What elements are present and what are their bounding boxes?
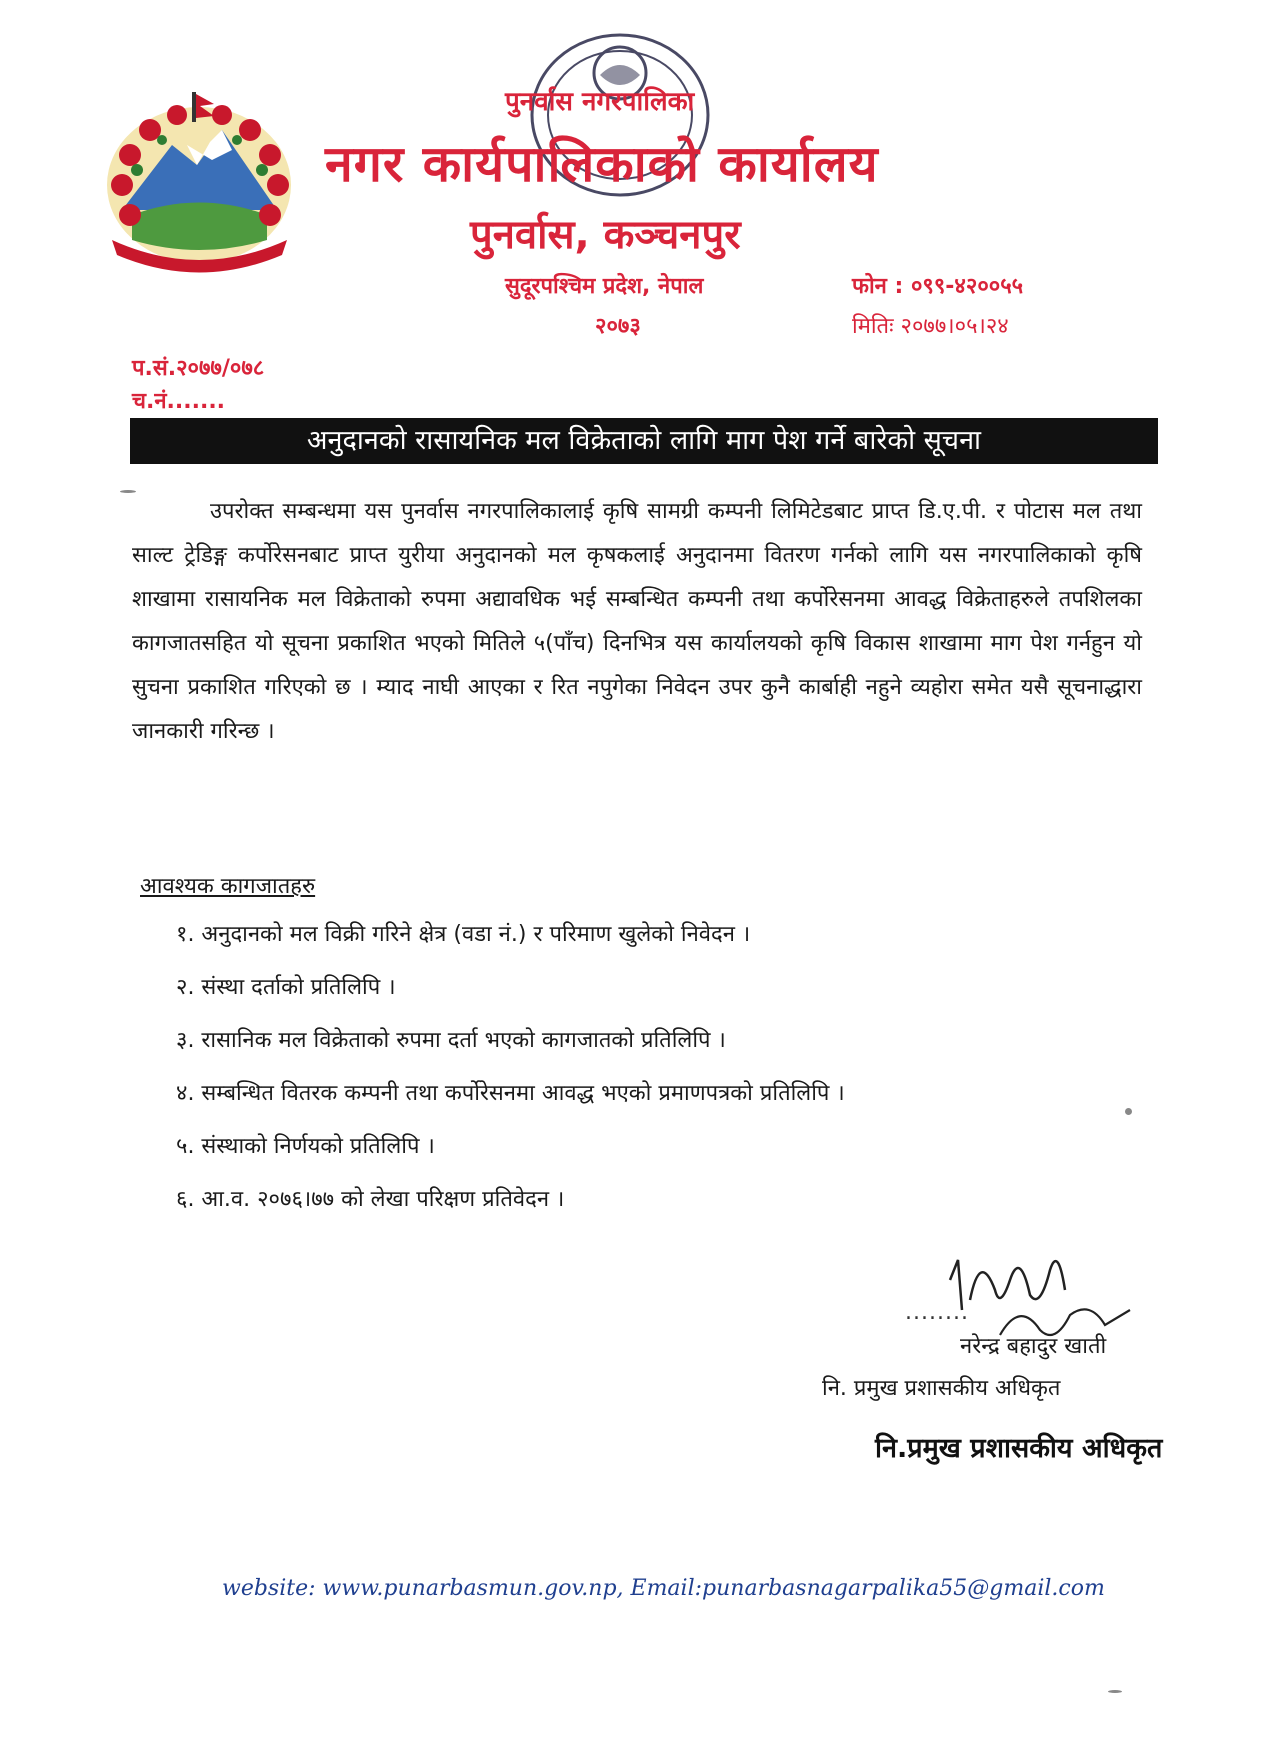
office-name: नगर कार्यपालिकाको कार्यालय <box>325 135 879 193</box>
letter-date: मितिः २०७७।०५।२४ <box>852 314 1009 339</box>
municipality-name: पुनर्वास नगरपालिका <box>505 87 695 117</box>
nepal-emblem-icon <box>92 90 307 275</box>
scan-speck <box>120 490 136 493</box>
dispatch-number: च.नं....... <box>132 389 226 414</box>
requirements-list <box>176 915 845 1233</box>
footer-contact: website: www.punarbasmun.gov.np, Email:punarbasnagarpalika55@gmail.com <box>222 1576 1105 1601</box>
office-location: पुनर्वास, कञ्चनपुर <box>470 212 741 258</box>
requirement-item: ६. आ.व. २०७६।७७ को लेखा परिक्षण प्रतिवेदन । <box>176 1187 565 1212</box>
notice-body-text: उपरोक्त सम्बन्धमा यस पुनर्वास नगरपालिकालाई कृषि सामग्री कम्पनी लिमिटेडबाट प्राप्त डि.ए.पी. र पोटास मल तथा साल्ट ट्रेडिङ्ग कर्पोरेसनबाट प्राप्त युरीया अनुदानको मल कृषकलाई अनुदानमा वितरण गर्नको लागि यस नगरपालिकाको कृषि शाखामा रासायनिक मल विक्रेताको रुपमा अद्यावधिक भई सम्बन्धित कम्पनी तथा कर्पोरेसनमा आवद्ध विक्रेताहरुले तपशिलका कागजातसहित यो सूचना प्रकाशित भएको मितिले ५(पाँच) दिनभित्र यस कार्यालयको कृषि विकास शाखामा माग पेश गर्नहुन यो सुचना प्रकाशित गरिएको छ । म्याद नाघी आएका र रित नपुगेका निवेदन उपर कुनै कार्बाही नहुने व्यहोरा समेत यसै सूचनाद्धारा जानकारी गरिन्छ । <box>132 499 1142 744</box>
requirement-item: ४. सम्बन्धित वितरक कम्पनी तथा कर्पोरेसनमा आवद्ध भएको प्रमाणपत्रको प्रतिलिपि । <box>176 1081 845 1106</box>
requirement-item: ३. रासानिक मल विक्रेताको रुपमा दर्ता भएको कागजातको प्रतिलिपि । <box>176 1028 726 1053</box>
signatory-name: नरेन्द्र बहादुर खाती <box>960 1334 1107 1359</box>
notice-body <box>132 490 1142 754</box>
scan-speck <box>1125 1108 1132 1115</box>
reference-number: प.सं.२०७७/०७८ <box>132 356 265 381</box>
scan-speck <box>1108 1690 1122 1693</box>
province-name: सुदूरपश्चिम प्रदेश, नेपाल <box>505 274 704 299</box>
signature-dots: ........ <box>905 1300 969 1325</box>
requirements-heading: आवश्यक कागजातहरु <box>140 874 316 899</box>
signatory-title: नि. प्रमुख प्रशासकीय अधिकृत <box>822 1376 1061 1401</box>
requirement-item: १. अनुदानको मल विक्री गरिने क्षेत्र (वडा नं.) र परिमाण खुलेको निवेदन । <box>176 922 751 947</box>
notice-title: अनुदानको रासायनिक मल विक्रेताको लागि माग पेश गर्ने बारेको सूचना <box>130 418 1158 464</box>
requirement-item: ५. संस्थाको निर्णयको प्रतिलिपि । <box>176 1134 435 1159</box>
established-year: २०७३ <box>595 314 641 339</box>
phone-number: फोन : ०९९-४२००५५ <box>852 274 1024 299</box>
designation-stamp: नि.प्रमुख प्रशासकीय अधिकृत <box>875 1433 1163 1464</box>
requirement-item: २. संस्था दर्ताको प्रतिलिपि । <box>176 975 396 1000</box>
